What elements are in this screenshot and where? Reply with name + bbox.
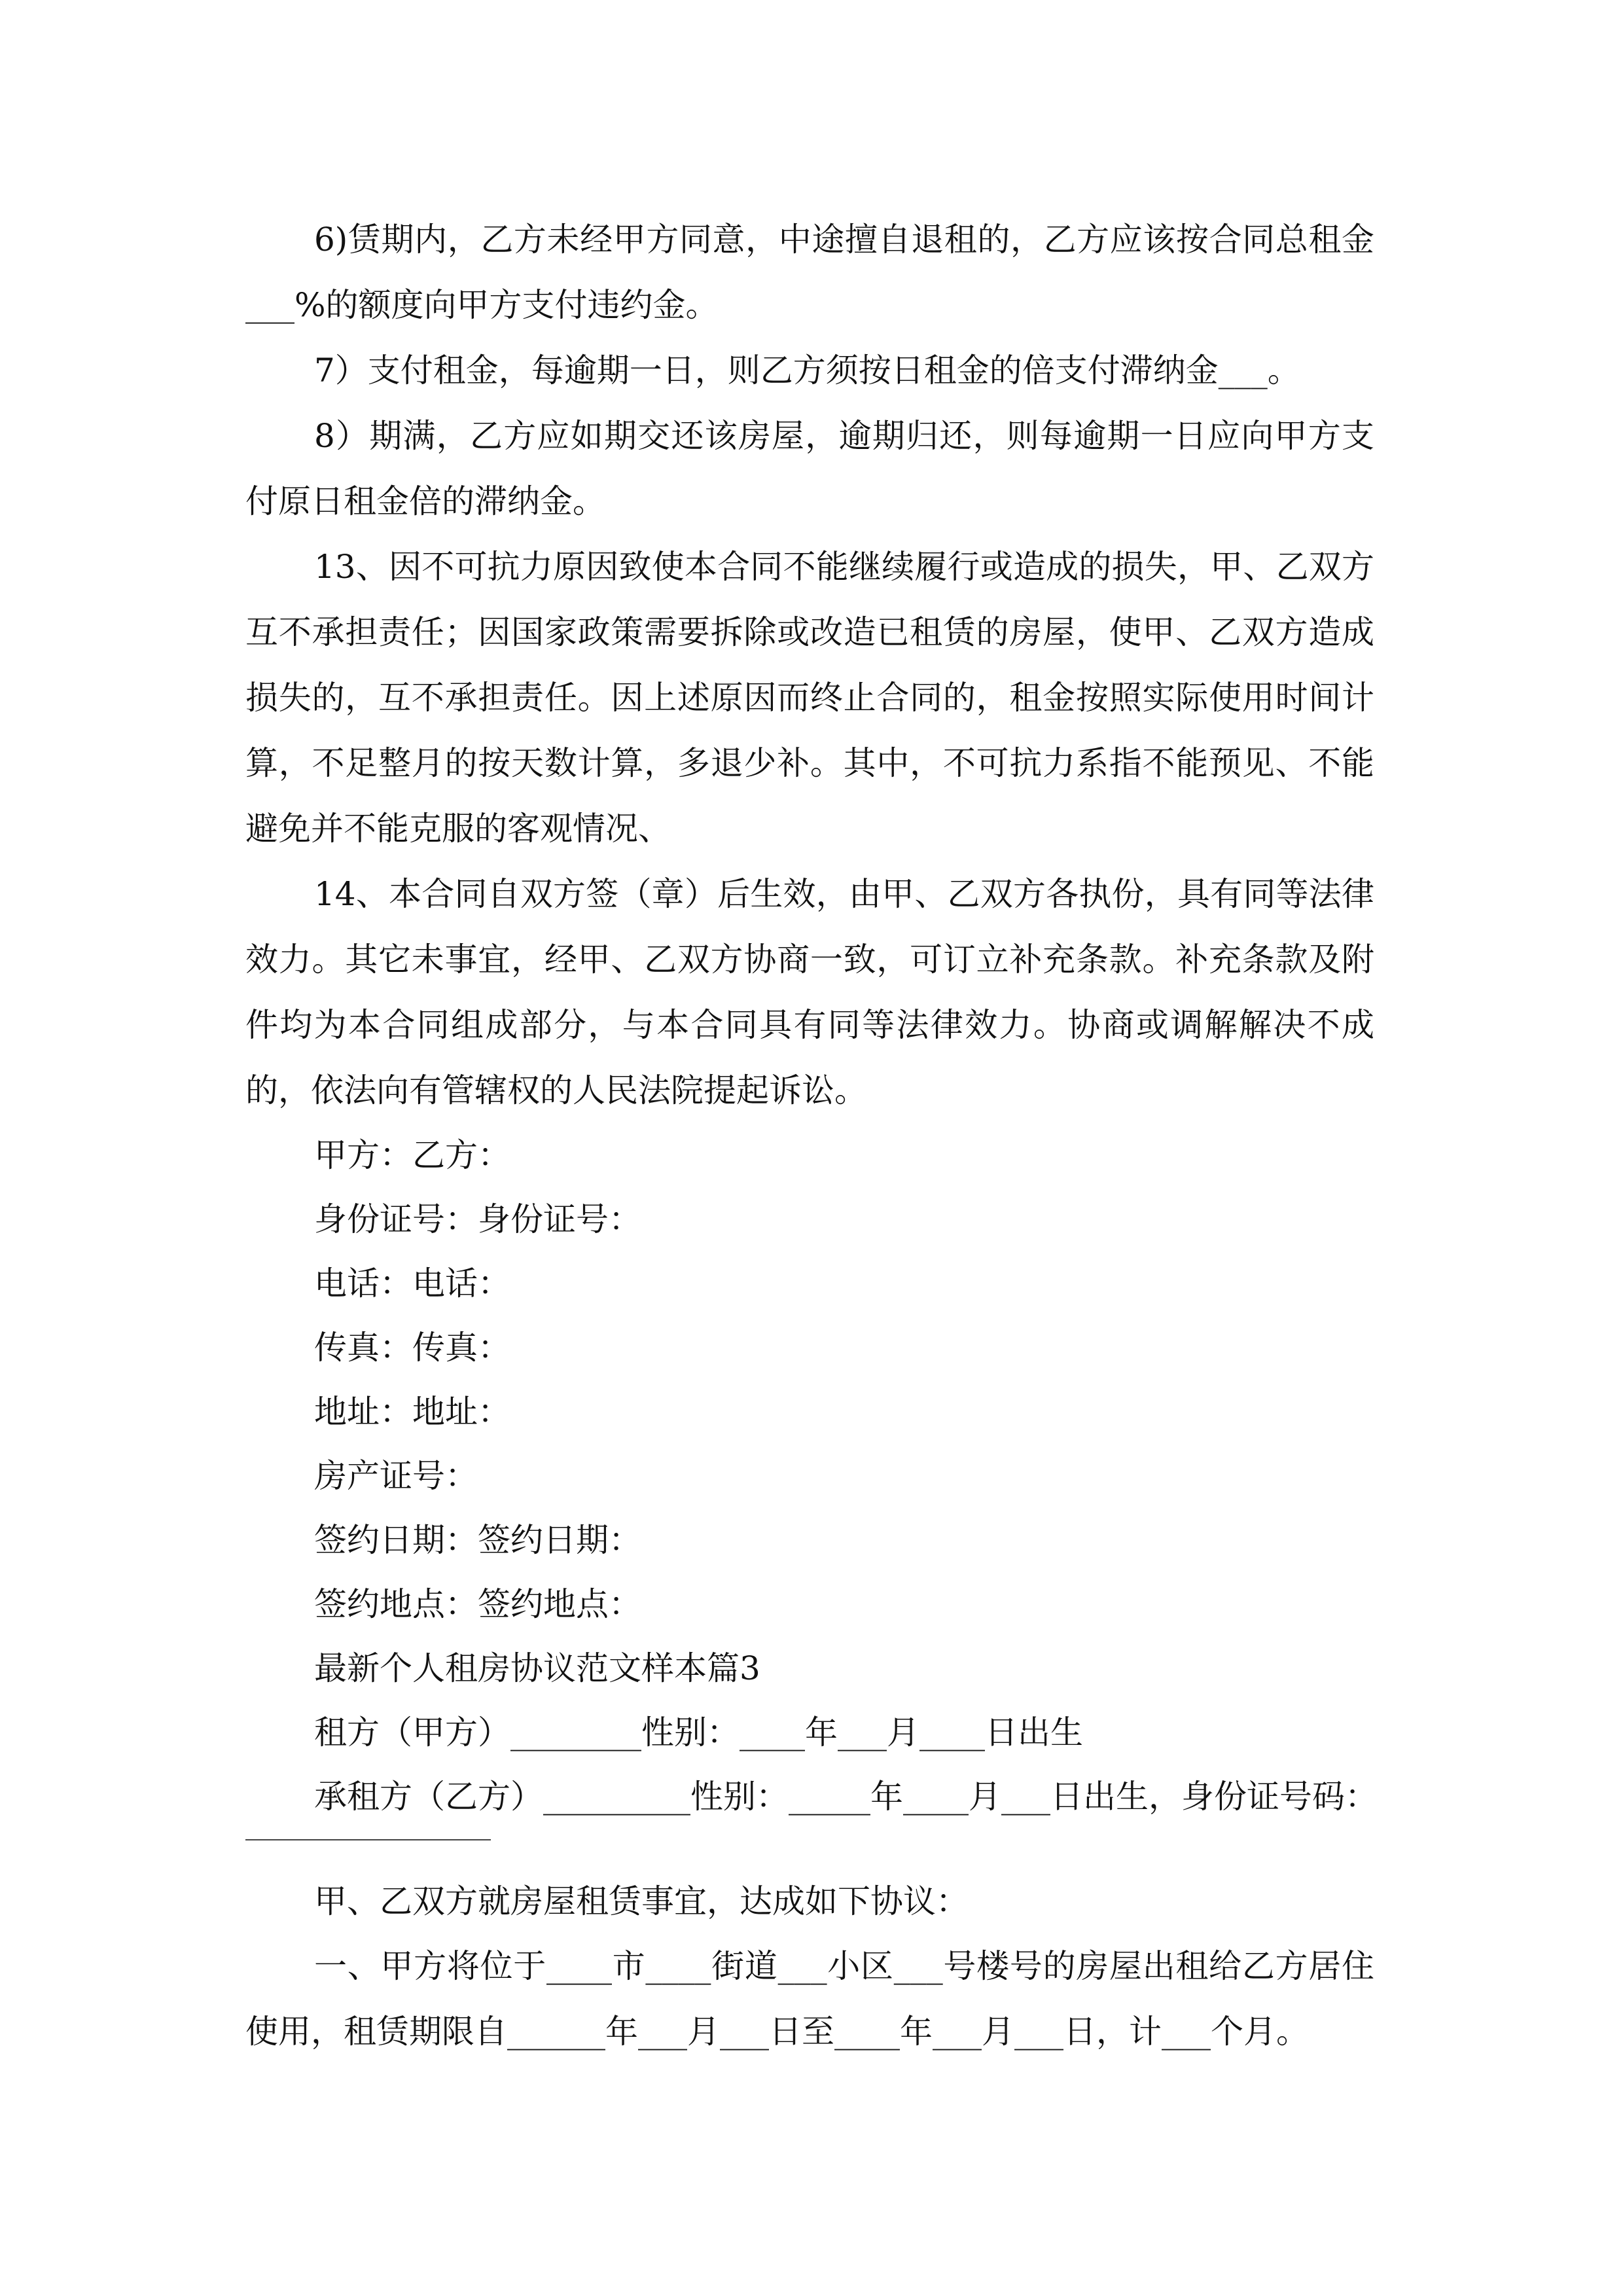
section-title: 最新个人租房协议范文样本篇3 <box>314 1649 760 1687</box>
agreement-intro: 甲、乙双方就房屋租赁事宜，达成如下协议： <box>314 1882 969 1920</box>
clause-14-effectiveness: 14、本合同自双方签（章）后生效，由甲、乙双方各执份，具有同等法律效力。其它未事宜，经甲、乙双方协商一致，可订立补充条款。补充条款及附件均为本合同组成部分，与本合同具有同等法律效力。协商或调解解决不成的，依法向有管辖权的人民法院提起诉讼。 <box>245 875 1374 1109</box>
spacer <box>245 1840 1374 1869</box>
lessee-line: 承租方（乙方）_________性别：_____年____月___日出生，身份证号码： <box>314 1778 1378 1816</box>
signature-block <box>245 1123 1374 1636</box>
signature-phone-line: 电话：电话： <box>314 1265 510 1302</box>
signature-id-line: 身份证号：身份证号： <box>314 1200 641 1238</box>
signature-place-line: 签约地点：签约地点： <box>314 1585 641 1623</box>
clause-13-force-majeure: 13、因不可抗力原因致使本合同不能继续履行或造成的损失，甲、乙双方互不承担责任；因国家政策需要拆除或改造已租赁的房屋，使甲、乙双方造成损失的，互不承担责任。因上述原因而终止合同的，租金按照实际使用时间计算，不足整月的按天数计算，多退少补。其中，不可抗力系指不能预见、不能避免并不能克服的客观情况、 <box>245 548 1374 848</box>
signature-fax-line: 传真：传真： <box>314 1329 510 1367</box>
signature-deed-line: 房产证号： <box>314 1457 478 1495</box>
document-body <box>245 207 1378 2064</box>
signature-address-line: 地址：地址： <box>314 1393 510 1431</box>
article-1: 一、甲方将位于____市____街道___小区___号楼号的房屋出租给乙方居住使用，租赁期限自______年___月___日至____年___月___日，计___个月。 <box>245 1947 1374 2051</box>
lessor-line: 租方（甲方）________性别：____年___月____日出生 <box>314 1713 1083 1751</box>
clause-7-late-fee: 7）支付租金，每逾期一日，则乙方须按日租金的倍支付滞纳金___。 <box>314 351 1300 389</box>
clause-6-penalty: 6)赁期内，乙方未经甲方同意，中途擅自退租的，乙方应该按合同总租金___%的额度向甲方支付违约金。 <box>245 221 1374 324</box>
clause-8-return: 8）期满，乙方应如期交还该房屋，逾期归还，则每逾期一日应向甲方支付原日租金倍的滞纳金。 <box>245 417 1374 520</box>
signature-date-line: 签约日期：签约日期： <box>314 1521 641 1559</box>
signature-party-line: 甲方：乙方： <box>314 1136 510 1174</box>
